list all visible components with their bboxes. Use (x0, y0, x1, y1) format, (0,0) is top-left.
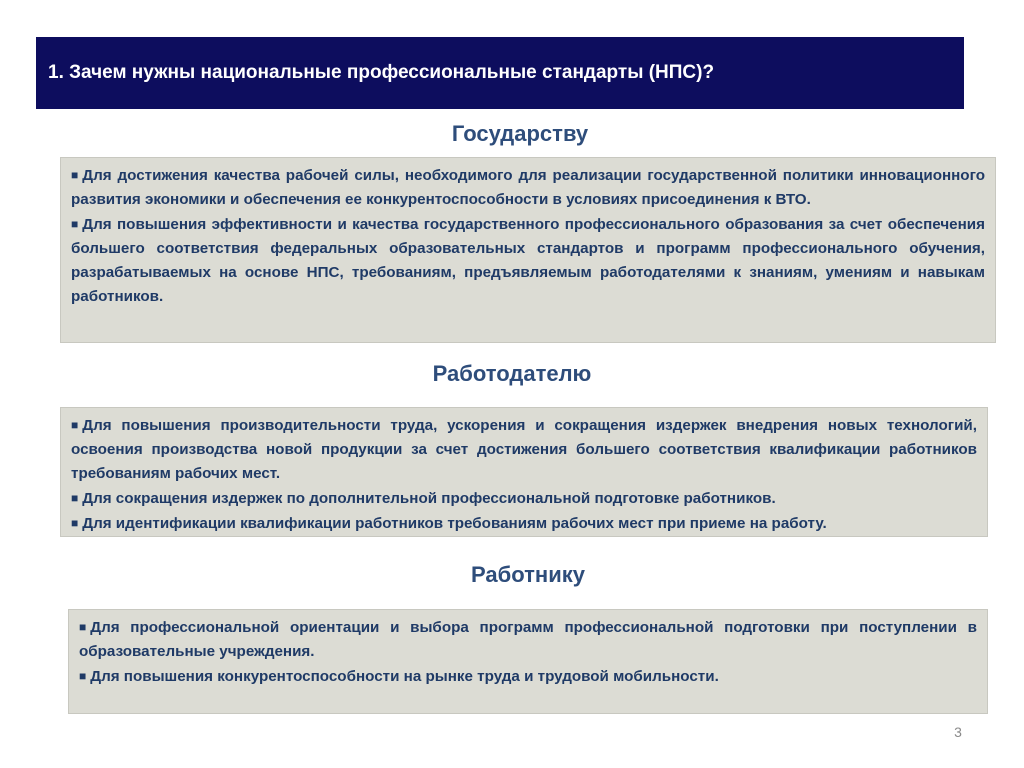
section-heading-state: Государству (451, 121, 589, 146)
page-number: 3 (954, 724, 962, 740)
square-bullet-icon: ■ (71, 516, 79, 530)
square-bullet-icon: ■ (71, 418, 79, 432)
square-bullet-icon: ■ (71, 491, 79, 505)
list-item (71, 413, 977, 486)
list-item (79, 615, 977, 664)
list-item (79, 664, 977, 689)
list-item-text: Для профессиональной ориентации и выбора программ профессиональной подготовки при поступлении в образовательные учреждения. (79, 619, 977, 660)
list-item-text: Для повышения конкурентоспособности на рынке труда и трудовой мобильности. (90, 668, 719, 685)
list-item-text: Для достижения качества рабочей силы, необходимого для реализации государственной политики инновационного развития экономики и обеспечения ее конкурентоспособности в условиях присоединения к ВТО. (71, 167, 985, 208)
list-item-text: Для повышения эффективности и качества государственного профессионального образования за счет обеспечения большего соответствия федеральных образовательных стандартов и программ профессионального обучения, разрабатываемых на основе НПС, требованиям, предъявляемым работодателями к знаниям, умениям и навыкам работников. (71, 216, 985, 305)
section-box-employer (60, 407, 988, 537)
square-bullet-icon: ■ (71, 168, 79, 182)
list-item (71, 511, 977, 536)
list-item (71, 212, 985, 309)
list-item-text: Для сокращения издержек по дополнительной профессиональной подготовке работников. (82, 490, 776, 507)
list-item (71, 486, 977, 511)
square-bullet-icon: ■ (79, 669, 87, 683)
section-box-worker (68, 609, 988, 714)
square-bullet-icon: ■ (79, 620, 87, 634)
list-item-text: Для идентификации квалификации работников требованиям рабочих мест при приеме на работу. (82, 515, 827, 532)
section-box-state (60, 157, 996, 343)
list-item (71, 163, 985, 212)
section-heading-worker: Работнику (471, 562, 585, 587)
slide-title: 1. Зачем нужны национальные профессиональные стандарты (НПС)? (48, 61, 715, 83)
square-bullet-icon: ■ (71, 217, 79, 231)
title-bar (36, 37, 964, 109)
section-heading-employer: Работодателю (432, 361, 592, 386)
list-item-text: Для повышения производительности труда, ускорения и сокращения издержек внедрения новых технологий, освоения производства новой продукции за счет достижения большего соответствия квалификации работников требованиям рабочих мест. (71, 417, 977, 482)
